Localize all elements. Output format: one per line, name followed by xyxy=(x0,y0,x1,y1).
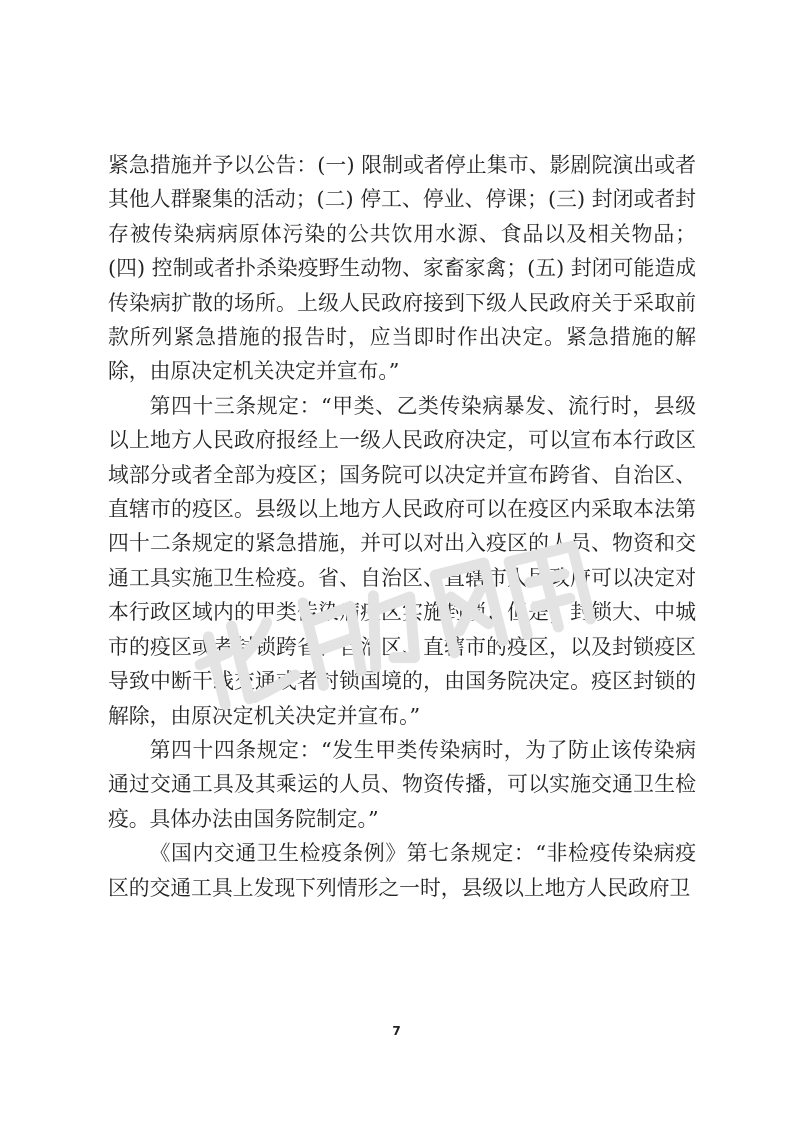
paragraph-regulation-article-7: 《国内交通卫生检疫条例》第七条规定：“非检疫传染病疫区的交通工具上发现下列情形之一时，县级以上地方人民政府卫 xyxy=(108,841,696,900)
paragraph-article-44: 第四十四条规定：“发生甲类传染病时，为了防止该传染病通过交通工具及其乘运的人员、物资传播，可以实施交通卫生检疫。具体办法由国务院制定。” xyxy=(108,737,696,831)
page-number: 7 xyxy=(392,1024,401,1038)
paragraph-article-43: 第四十三条规定：“甲类、乙类传染病暴发、流行时，县级以上地方人民政府报经上一级人民政府决定，可以宣布本行政区域部分或者全部为疫区；国务院可以决定并宣布跨省、自治区、直辖市的疫区。县级以上地方人民政府可以在疫区内采取本法第四十二条规定的紧急措施，并可以对出入疫区的人员、物资和交通工具实施卫生检疫。省、自治区、直辖市人民政府可以决定对本行政区域内的甲类传染病疫区实施封锁；但是，封锁大、中城市的疫区或者封锁跨省、自治区、直辖市的疫区，以及封锁疫区导致中断干线交通或者封锁国境的，由国务院决定。疫区封锁的解除，由原决定机关决定并宣布。” xyxy=(108,393,696,728)
paragraph-emergency-measures: 紧急措施并予以公告：(一) 限制或者停止集市、影剧院演出或者其他人群聚集的活动；(二) 停工、停业、停课；(三) 封闭或者封存被传染病病原体污染的公共饮用水源、食品以及相关物品；(四) 控制或者扑杀染疫野生动物、家畜家禽；(五) 封闭可能造成传染病扩散的场所。上级人民政府接到下级人民政府关于采取前款所列紧急措施的报告时，应当即时作出决定。紧急措施的解除，由原决定机关决定并宣布。” xyxy=(108,153,696,384)
document-body xyxy=(108,148,696,905)
